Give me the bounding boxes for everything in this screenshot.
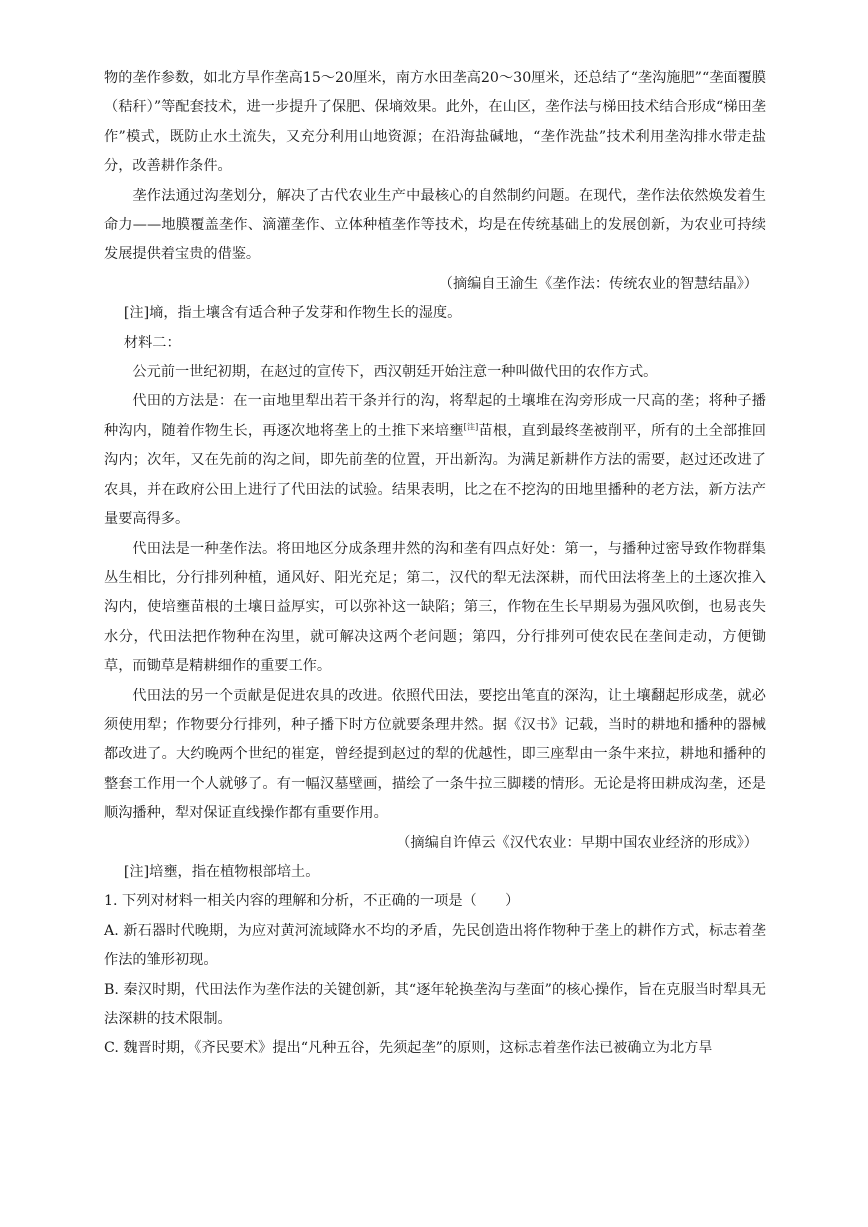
paragraph: 代田法是一种垄作法。将田地区分成条理井然的沟和垄有四点好处：第一，与播种过密导致作物群集丛生相比，分行排列种植，通风好、阳光充足；第二，汉代的犁无法深耕，而代田法将垄上的土逐次推入沟内，使培壅苗根的土壤日益厚实，可以弥补这一缺陷；第三，作物在生长早期易为强风吹倒，也易丧失水分，代田法把作物种在沟里，就可解决这两个老问题；第四，分行排列可使农民在垄间走动，方便锄草，而锄草是精耕细作的重要工作。: [104, 540, 766, 675]
paragraph-text: 苗根，直到最终垄被削平，所有的土全部推回沟内；次年，又在先前的沟之间，即先前垄的位置，开出新沟。为满足新耕作方法的需要，赵过还改进了农具，并在政府公田上进行了代田法的试验。结果表明，比之在不挖沟的田地里播种的老方法，新方法产量要高得多。: [104, 422, 766, 528]
footnote: [注]墒，指土壤含有适合种子发芽和作物生长的湿度。: [123, 305, 462, 322]
option-b: B. 秦汉时期，代田法作为垄作法的关键创新，其“逐年轮换垄沟与垄面”的核心操作，旨在克服当时犁具无法深耕的技术限制。: [104, 981, 766, 1027]
footnote: [注]培壅，指在植物根部培土。: [123, 863, 320, 880]
paragraph: 代田法的另一个贡献是促进农具的改进。依照代田法，要挖出笔直的深沟，让土壤翻起形成垄，就必须使用犁；作物要分行排列，种子播下时方位就要条理井然。据《汉书》记载，当时的耕地和播种的器械都改进了。大约晚两个世纪的崔寔，曾经提到赵过的犁的优越性，即三座犁由一条牛来拉，耕地和播种的整套工作用一个人就够了。有一幅汉墓壁画，描绘了一条牛拉三脚耧的情形。无论是将田耕成沟垄，还是顺沟播种，犁对保证直线操作都有重要作用。: [104, 687, 766, 822]
option-a: A. 新石器时代晚期，为应对黄河流域降水不均的矛盾，先民创造出将作物种于垄上的耕作方式，标志着垄作法的雏形初现。: [104, 922, 766, 969]
paragraph-text: 代田的方法是：在一亩地里犁出若干条并行的沟，将犁起的土壤堆在沟旁形成一尺高的垄；将种子播种沟内，随着作物生长，再逐次地将垄上的土推下来培壅: [104, 393, 766, 439]
option-c: C. 魏晋时期，《齐民要术》提出“凡种五谷，先须起垄”的原则，这标志着垄作法已被确立为北方旱: [104, 1040, 713, 1057]
document-body: [104, 64, 766, 1064]
paragraph: [104, 387, 766, 534]
paragraph: 物的垄作参数，如北方旱作垄高15～20厘米，南方水田垄高20～30厘米，还总结了“垄沟施肥”“垄面覆膜（秸秆）”等配套技术，进一步提升了保肥、保墒效果。此外，在山区，垄作法与梯田技术结合形成“梯田垄作”模式，既防止水土流失，又充分利用山地资源；在沿海盐碱地，“垄作洗盐”技术利用垄沟排水带走盐分，改善耕作条件。: [104, 70, 766, 175]
question-stem: 1. 下列对材料一相关内容的理解和分析，不正确的一项是（ ）: [104, 893, 520, 910]
section-heading: 材料二：: [123, 334, 181, 351]
note-marker: [注]: [463, 422, 479, 432]
source-citation: （摘编自王渝生《垄作法：传统农业的智慧结晶》）: [438, 275, 758, 292]
paragraph: 垄作法通过沟垄划分，解决了古代农业生产中最核心的自然制约问题。在现代，垄作法依然焕发着生命力——地膜覆盖垄作、滴灌垄作、立体种植垄作等技术，均是在传统基础上的发展创新，为农业可持续发展提供着宝贵的借鉴。: [104, 187, 766, 263]
paragraph: 公元前一世纪初期，在赵过的宣传下，西汉朝廷开始注意一种叫做代田的农作方式。: [132, 364, 658, 381]
source-citation: （摘编自许倬云《汉代农业：早期中国农业经济的形成》）: [396, 834, 758, 851]
